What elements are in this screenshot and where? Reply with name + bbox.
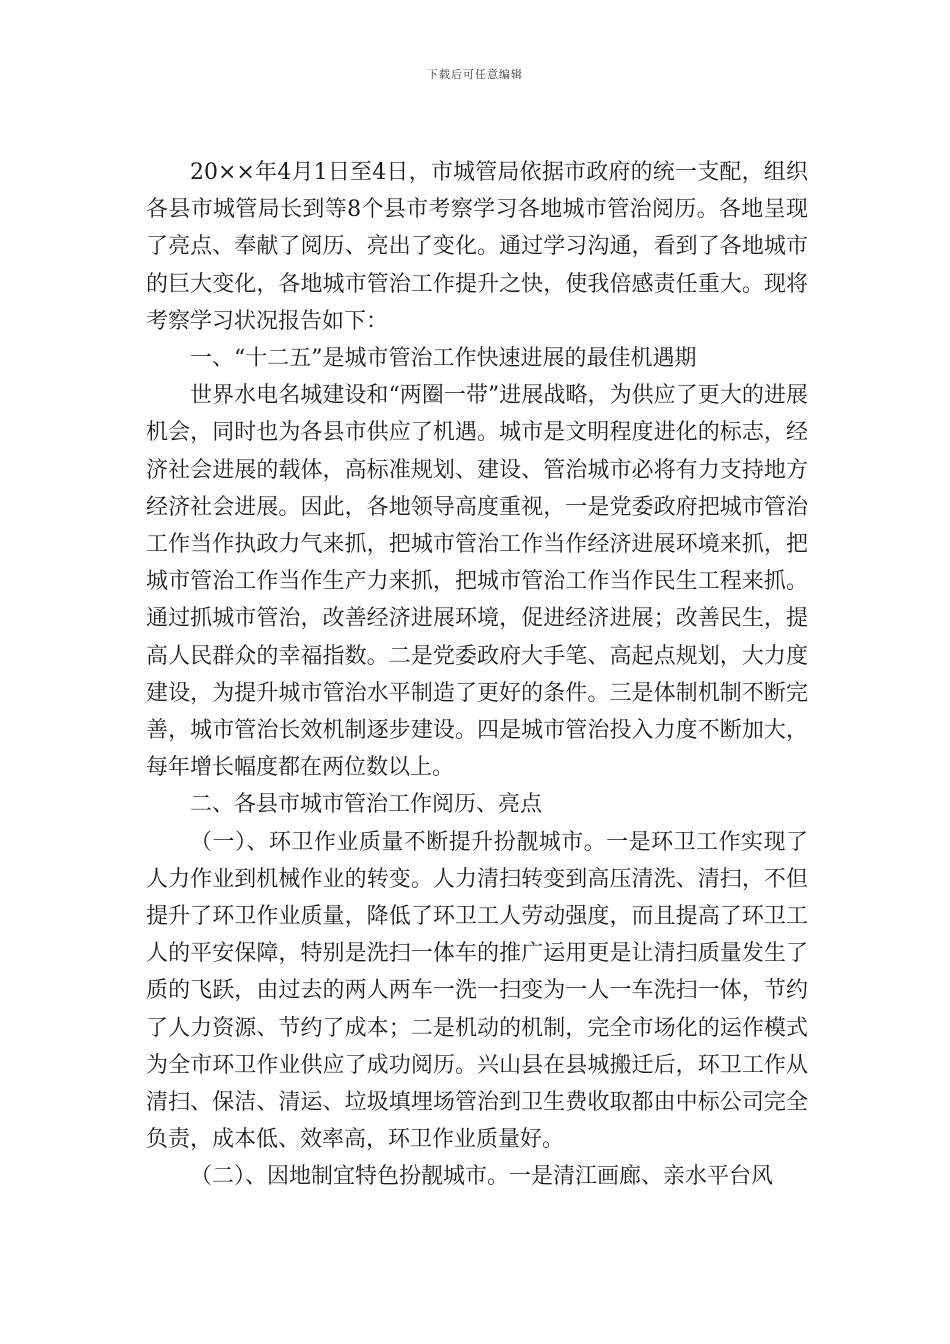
paragraph-section-1: 世界水电名城建设和“两圈一带”进展战略，为供应了更大的进展机会，同时也为各县市供应了机遇。城市是文明程度进化的标志，经济社会进展的载体，高标准规划、建设、管治城市必将有力支持地方经济社会进展。因此，各地领导高度重视，一是党委政府把城市管治工作当作执政力气来抓，把城市管治工作当作经济进展环境来抓，把城市管治工作当作生产力来抓，把城市管治工作当作民生工程来抓。通过抓城市管治，改善经济进展环境，促进经济进展；改善民生，提高人民群众的幸福指数。二是党委政府大手笔、高起点规划，大力度建设，为提升城市管治水平制造了更好的条件。三是体制机制不断完善，城市管治长效机制逐步建设。四是城市管治投入力度不断加大，每年增长幅度都在两位数以上。 xyxy=(146,383,808,781)
paragraph-subsection-2: （二）、因地制宜特色扮靓城市。一是清江画廊、亲水平台风 xyxy=(190,1164,774,1190)
section-heading-1: 一、“十二五”是城市管治工作快速进展的最佳机遇期 xyxy=(190,346,697,372)
section-heading-2: 二、各县市城市管治工作阅历、亮点 xyxy=(190,792,543,818)
document-body xyxy=(146,154,808,1196)
paragraph-intro: 20××年4月1日至4日，市城管局依据市政府的统一支配，组织各县市城管局长到等8个县市考察学习各地城市管治阅历。各地呈现了亮点、奉献了阅历、亮出了变化。通过学习沟通，看到了各地城市的巨大变化，各地城市管治工作提升之快，使我倍感责任重大。现将考察学习状况报告如下： xyxy=(146,160,808,334)
paragraph-subsection-1: （一）、环卫作业质量不断提升扮靓城市。一是环卫工作实现了人力作业到机械作业的转变。人力清扫转变到高压清洗、清扫，不但提升了环卫作业质量，降低了环卫工人劳动强度，而且提高了环卫工人的平安保障，特别是洗扫一体车的推广运用更是让清扫质量发生了质的飞跃，由过去的两人两车一洗一扫变为一人一车洗扫一体，节约了人力资源、节约了成本；二是机动的机制，完全市场化的运作模式为全市环卫作业供应了成功阅历。兴山县在县城搬迁后，环卫工作从清扫、保洁、清运、垃圾填埋场管治到卫生费收取都由中标公司完全负责，成本低、效率高，环卫作业质量好。 xyxy=(146,829,808,1153)
page-header: 下载后可任意编辑 xyxy=(427,68,523,81)
